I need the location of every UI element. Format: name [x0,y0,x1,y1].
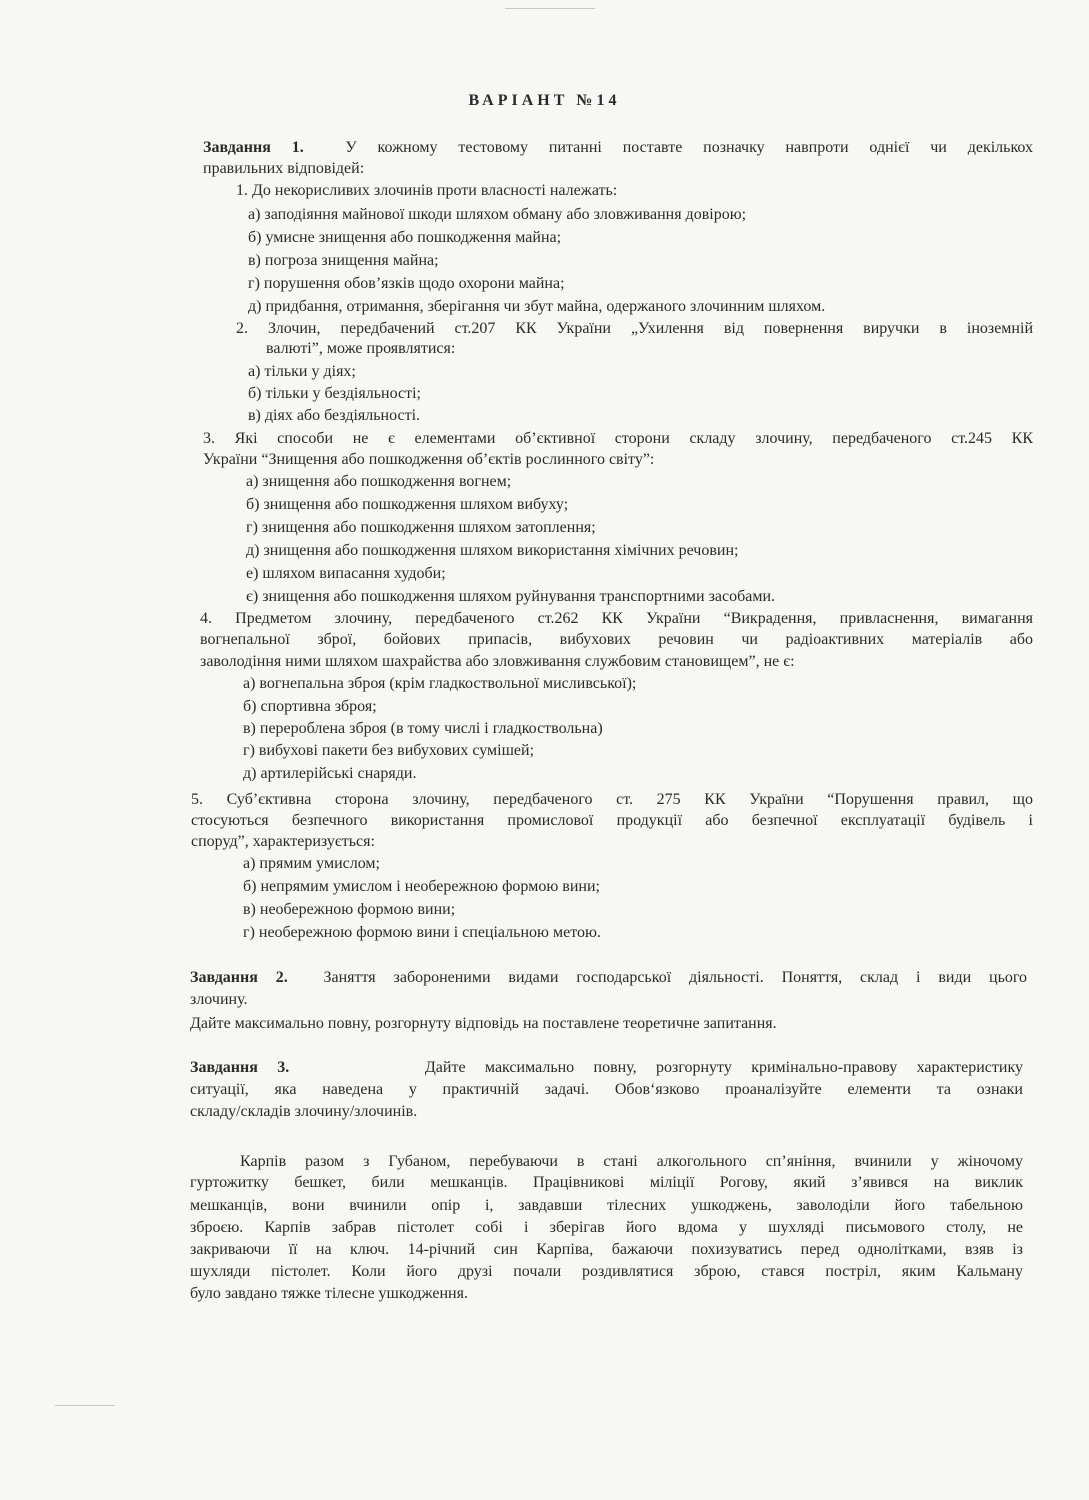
q3-option-c: г) знищення або пошкодження шляхом затоплення; [246,519,596,536]
q1-option-d: г) порушення обов’язків щодо охорони майна; [248,275,565,292]
task1-label: Завдання 1. [203,139,304,156]
task3-line2: ситуації, яка наведена у практичній задачі. Обов‘язково проаналізуйте елементи та ознаки [190,1081,1023,1098]
q5-option-a: а) прямим умислом; [243,855,380,872]
q5-option-b: б) непрямим умислом і необережною формою вини; [243,878,600,895]
q3-option-b: б) знищення або пошкодження шляхом вибуху; [246,496,569,513]
scan-mark [55,1405,115,1406]
q4-option-b: б) спортивна зброя; [243,698,377,715]
q4-text-line1: 4. Предметом злочину, передбаченого ст.262 КК України “Викрадення, привласнення, вимагання [200,610,1033,627]
case-line6: шухляди пістолет. Коли його друзі почали роздивлятися зброю, стався постріл, яким Кальману [190,1263,1023,1280]
q4-option-e: д) артилерійські снаряди. [243,765,417,782]
q2-text-line2: валюті”, може проявлятися: [266,340,456,357]
task1-intro-line2: правильних відповідей: [203,160,365,177]
task2-line3: Дайте максимально повну, розгорнуту відповідь на поставлене теоретичне запитання. [190,1015,777,1032]
q5-text-line1: 5. Суб’єктивна сторона злочину, передбаченого ст. 275 КК України “Порушення правил, що [191,791,1033,808]
task3-label: Завдання 3. [190,1059,290,1076]
q4-option-d: г) вибухові пакети без вибухових сумішей; [243,742,535,759]
q3-text-line1: 3. Які способи не є елементами об’єктивної сторони складу злочину, передбаченого ст.245 КК [203,430,1033,447]
q2-option-a: а) тільки у діях; [248,363,356,380]
task2-line1 [190,968,1027,988]
task3-line3: складу/складів злочину/злочинів. [190,1103,418,1120]
q3-option-a: а) знищення або пошкодження вогнем; [246,473,512,490]
q3-option-f: є) знищення або пошкодження шляхом руйнування транспортними засобами. [246,588,776,605]
page-title: ВАРІАНТ №14 [468,92,621,109]
q2-option-b: б) тільки у бездіяльності; [248,385,421,402]
task1-intro-text: У кожному тестовому питанні поставте позначку навпроти однієї чи декількох [345,139,1034,156]
q3-text-line2: України “Знищення або пошкодження об’єктів рослинного світу”: [203,451,655,468]
task2-line2: злочину. [190,991,248,1008]
q2-option-c: в) діях або бездіяльності. [248,407,421,424]
q4-text-line2: вогнепальної зброї, бойових припасів, вибухових речовин чи радіоактивних матеріалів або [200,631,1033,648]
q2-text-line1: 2. Злочин, передбачений ст.207 КК України „Ухилення від повернення виручки в іноземній [236,320,1033,337]
q4-option-a: а) вогнепальна зброя (крім гладкоствольної мисливської); [243,675,637,692]
case-line3: мешканців, вони вчинили опір і, завдавши тілесних ушкоджень, заволоділи його табельною [190,1197,1023,1214]
task1-intro-line1 [203,138,1033,158]
q1-option-b: б) умисне знищення або пошкодження майна; [248,229,562,246]
q4-option-c: в) перероблена зброя (в тому числі і гладкоствольна) [243,720,603,737]
q1-option-a: а) заподіяння майнової шкоди шляхом обману або зловживання довірою; [248,206,747,223]
q5-option-d: г) необережною формою вини і спеціальною метою. [243,924,601,941]
scan-mark [505,8,595,9]
q1-option-c: в) погроза знищення майна; [248,252,439,269]
case-line4: зброєю. Карпів забрав пістолет собі і зберігав його вдома у шухляді письмового столу, не [190,1219,1023,1236]
case-line7: було завдано тяжке тілесне ушкодження. [190,1285,468,1302]
task3-line1 [190,1058,1023,1078]
case-line1: Карпів разом з Губаном, перебуваючи в стані алкогольного сп’яніння, вчинили у жіночому [240,1153,1023,1170]
q1-text: 1. До некорисливих злочинів проти власності належать: [236,182,618,199]
case-line5: закриваючи її на ключ. 14-річний син Карпіва, бажаючи похизуватись перед однолітками, взяв із [190,1241,1023,1258]
q1-option-e: д) придбання, отримання, зберігання чи збут майна, одержаного злочинним шляхом. [248,298,826,315]
q4-text-line3: заволодіння ними шляхом шахрайства або зловживання службовим становищем”, не є: [200,653,795,670]
q5-option-c: в) необережною формою вини; [243,901,456,918]
case-line2: гуртожитку бешкет, били мешканців. Працівникові міліції Рогову, який з’явився на виклик [190,1174,1023,1191]
q3-option-d: д) знищення або пошкодження шляхом використання хімічних речовин; [246,542,739,559]
task2-label: Завдання 2. [190,969,288,986]
task3-text: Дайте максимально повну, розгорнуту кримінально-правову характеристику [424,1059,1023,1076]
q5-text-line3: споруд”, характеризується: [191,833,375,850]
q5-text-line2: стосуються безпечного використання промислової продукції або безпечної експлуатації будівель і [191,812,1033,829]
q3-option-e: е) шляхом випасання худоби; [246,565,446,582]
task2-text: Заняття забороненими видами господарської діяльності. Поняття, склад і види цього [323,969,1028,986]
